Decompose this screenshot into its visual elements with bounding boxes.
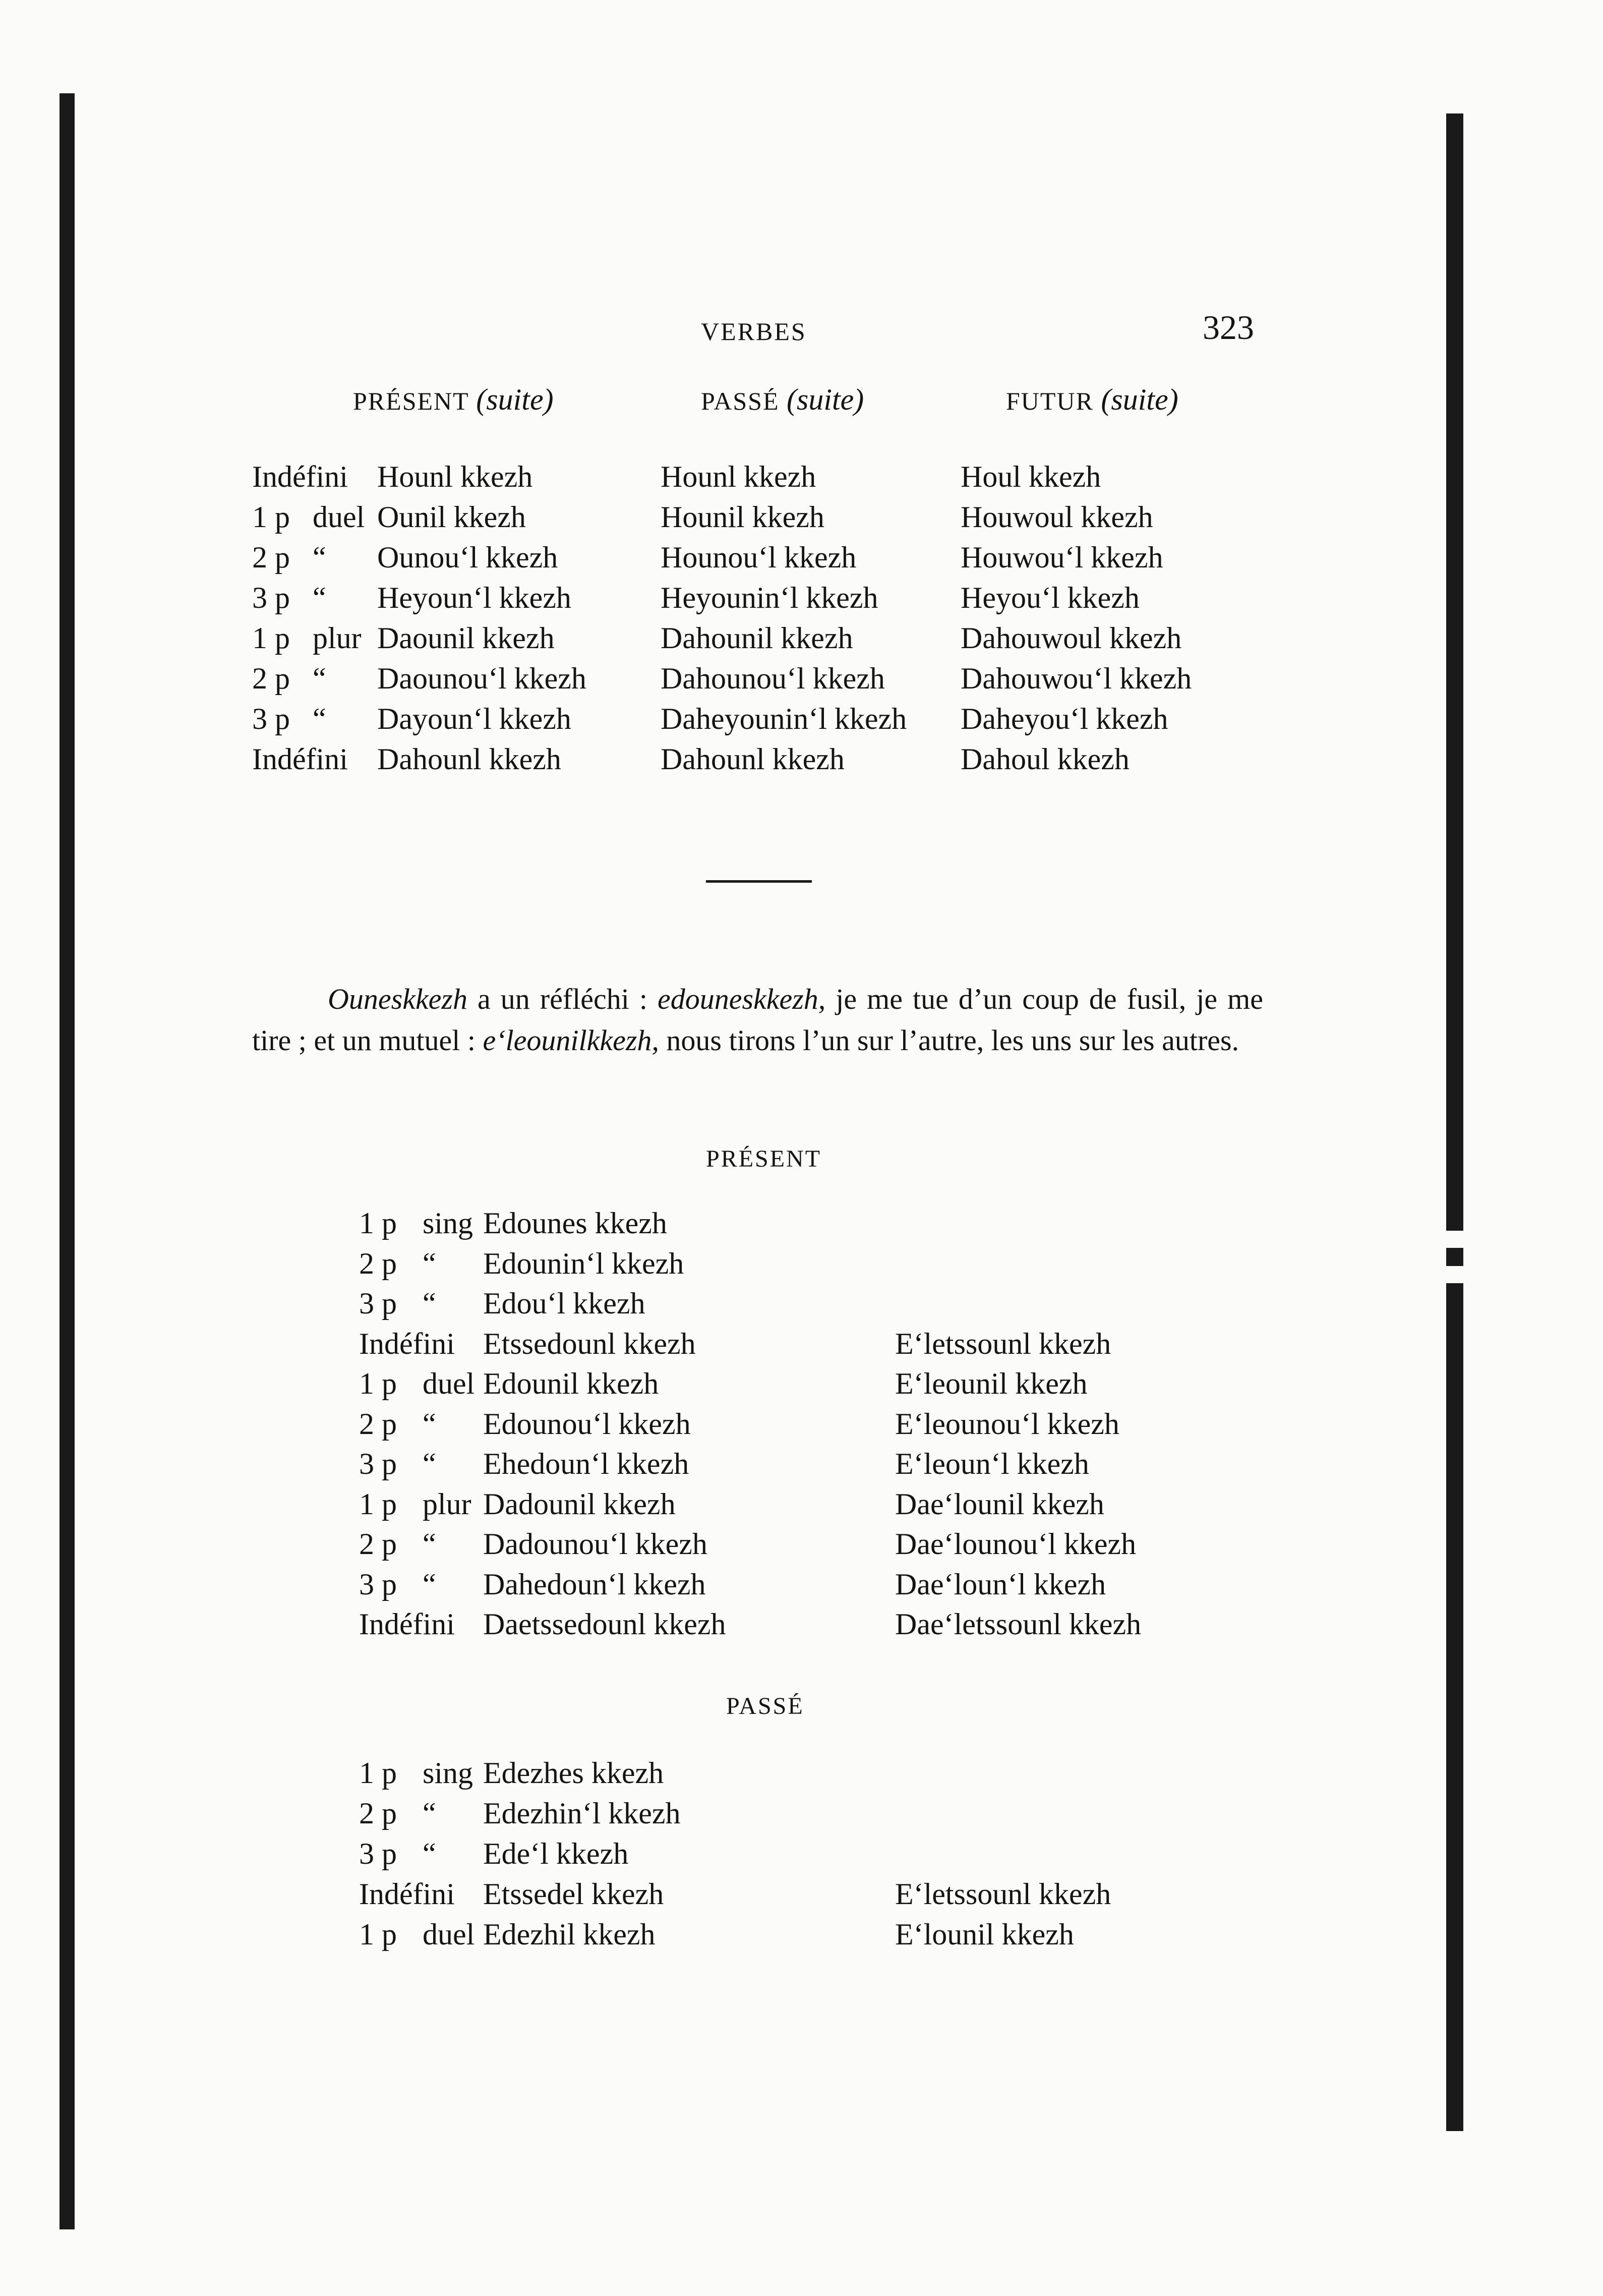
- cell-person: 2 p: [359, 1527, 397, 1561]
- cell-person: 1 p: [359, 1367, 397, 1400]
- cell-present: Daounil kkezh: [377, 621, 555, 655]
- cell-reflexive: Ehedoun‘l kkezh: [483, 1447, 689, 1480]
- cell-passe: Heyounin‘l kkezh: [661, 581, 878, 614]
- heading-futur: FUTUR (suite): [1006, 383, 1178, 416]
- cell-mutual: E‘letssounl kkezh: [895, 1327, 1111, 1360]
- page-number: 323: [1203, 308, 1254, 347]
- cell-mutual: E‘letssounl kkezh: [895, 1877, 1111, 1911]
- cell-present: Daounou‘l kkezh: [377, 662, 586, 695]
- cell-mutual: Dae‘letssounl kkezh: [895, 1608, 1142, 1641]
- cell-passe: Hounil kkezh: [661, 500, 824, 534]
- cell-reflexive: Edounou‘l kkezh: [483, 1407, 691, 1441]
- cell-number: “: [423, 1797, 436, 1830]
- cell-person: 3 p: [359, 1837, 397, 1870]
- cell-person: 3 p: [359, 1567, 397, 1601]
- cell-number: duel: [423, 1367, 475, 1400]
- cell-number: “: [423, 1567, 436, 1601]
- cell-person: 3 p: [252, 702, 290, 735]
- cell-number: duel: [313, 500, 365, 534]
- cell-reflexive: Ede‘l kkezh: [483, 1837, 629, 1870]
- cell-present: Dayoun‘l kkezh: [377, 702, 571, 735]
- cell-present: Ounou‘l kkezh: [377, 541, 558, 574]
- term-mutual: e‘leounilkkezh,: [483, 1024, 659, 1057]
- cell-number: “: [423, 1407, 436, 1441]
- cell-number: “: [313, 581, 326, 614]
- cell-present: Hounl kkezh: [377, 460, 533, 493]
- cell-reflexive: Dadounil kkezh: [483, 1487, 676, 1521]
- cell-person: 1 p: [252, 500, 290, 534]
- cell-passe: Hounl kkezh: [661, 460, 816, 493]
- cell-number: plur: [423, 1487, 471, 1521]
- cell-person: 2 p: [252, 662, 290, 695]
- cell-person: 1 p: [252, 621, 290, 655]
- cell-reflexive: Edezhil kkezh: [483, 1918, 656, 1951]
- cell-futur: Dahouwoul kkezh: [961, 621, 1182, 655]
- cell-person: 2 p: [252, 541, 290, 574]
- cell-person: 2 p: [359, 1246, 397, 1280]
- cell-mutual: E‘leoun‘l kkezh: [895, 1447, 1089, 1480]
- cell-person: 1 p: [359, 1207, 397, 1240]
- cell-number: “: [313, 541, 326, 574]
- cell-number: “: [313, 702, 326, 735]
- cell-mutual: Dae‘loun‘l kkezh: [895, 1567, 1106, 1601]
- cell-futur: Dahouwou‘l kkezh: [961, 662, 1192, 695]
- cell-reflexive: Edounes kkezh: [483, 1207, 667, 1240]
- cell-number: sing: [423, 1207, 473, 1240]
- cell-mutual: E‘leounil kkezh: [895, 1367, 1088, 1400]
- cell-futur: Houwoul kkezh: [961, 500, 1153, 534]
- cell-person: 1 p: [359, 1487, 397, 1521]
- subheading-passe: PASSÉ: [726, 1693, 804, 1719]
- cell-present: Dahounl kkezh: [377, 742, 561, 776]
- cell-futur: Heyou‘l kkezh: [961, 581, 1140, 614]
- term-ouneskkezh: Ouneskkezh: [328, 983, 468, 1015]
- cell-present: Ounil kkezh: [377, 500, 526, 534]
- cell-futur: Dahoul kkezh: [961, 742, 1130, 776]
- cell-reflexive: Dahedoun‘l kkezh: [483, 1567, 706, 1601]
- cell-person: Indéfini: [359, 1327, 455, 1360]
- cell-number: plur: [313, 621, 362, 655]
- page-header: [0, 308, 1603, 353]
- cell-person: Indéfini: [252, 460, 348, 493]
- cell-futur: Houl kkezh: [961, 460, 1101, 493]
- cell-reflexive: Etssedounl kkezh: [483, 1327, 696, 1360]
- cell-number: “: [423, 1246, 436, 1280]
- cell-mutual: E‘leounou‘l kkezh: [895, 1407, 1119, 1441]
- cell-mutual: Dae‘lounou‘l kkezh: [895, 1527, 1137, 1561]
- cell-person: 2 p: [359, 1407, 397, 1441]
- cell-passe: Dahounil kkezh: [661, 621, 853, 655]
- cell-person: Indéfini: [252, 742, 348, 776]
- section-rule: [706, 880, 812, 883]
- cell-reflexive: Edounin‘l kkezh: [483, 1246, 684, 1280]
- heading-passe: PASSÉ (suite): [701, 383, 864, 416]
- scan-binding-edge-right: [1446, 113, 1463, 2131]
- term-reflexive: edouneskkezh,: [657, 983, 826, 1015]
- cell-number: sing: [423, 1756, 473, 1790]
- cell-person: Indéfini: [359, 1608, 455, 1641]
- cell-person: 1 p: [359, 1918, 397, 1951]
- cell-number: duel: [423, 1918, 475, 1951]
- cell-mutual: Dae‘lounil kkezh: [895, 1487, 1104, 1521]
- cell-present: Heyoun‘l kkezh: [377, 581, 571, 614]
- scan-binding-edge-left: [60, 93, 75, 2229]
- cell-person: 2 p: [359, 1797, 397, 1830]
- cell-person: 3 p: [359, 1287, 397, 1320]
- cell-number: “: [313, 662, 326, 695]
- cell-person: 3 p: [252, 581, 290, 614]
- cell-person: 3 p: [359, 1447, 397, 1480]
- cell-futur: Houwou‘l kkezh: [961, 541, 1163, 574]
- cell-number: “: [423, 1837, 436, 1870]
- cell-reflexive: Etssedel kkezh: [483, 1877, 664, 1911]
- cell-reflexive: Dadounou‘l kkezh: [483, 1527, 707, 1561]
- cell-number: “: [423, 1447, 436, 1480]
- reflexive-paragraph: Ouneskkezh a un réfléchi : edouneskkezh, je me tue d’un coup de fusil, je me tire ; et un mutuel : e‘leounilkkezh, nous tirons l’un sur l’autre, les uns sur les autres.: [252, 983, 1263, 1057]
- cell-futur: Daheyou‘l kkezh: [961, 702, 1168, 735]
- subheading-present: PRÉSENT: [706, 1145, 822, 1172]
- cell-passe: Daheyounin‘l kkezh: [661, 702, 907, 735]
- cell-reflexive: Edezhin‘l kkezh: [483, 1797, 681, 1830]
- cell-reflexive: Edezhes kkezh: [483, 1756, 664, 1790]
- cell-reflexive: Daetssedounl kkezh: [483, 1608, 726, 1641]
- cell-person: Indéfini: [359, 1877, 455, 1911]
- cell-reflexive: Edounil kkezh: [483, 1367, 659, 1400]
- scan-edge-gap: [1446, 1266, 1463, 1283]
- cell-reflexive: Edou‘l kkezh: [483, 1287, 645, 1320]
- scan-edge-gap: [1446, 1231, 1463, 1248]
- running-title: VERBES: [701, 317, 807, 346]
- cell-number: “: [423, 1287, 436, 1320]
- cell-mutual: E‘lounil kkezh: [895, 1918, 1074, 1951]
- cell-person: 1 p: [359, 1756, 397, 1790]
- cell-passe: Hounou‘l kkezh: [661, 541, 857, 574]
- cell-passe: Dahounl kkezh: [661, 742, 845, 776]
- cell-number: “: [423, 1527, 436, 1561]
- cell-passe: Dahounou‘l kkezh: [661, 662, 885, 695]
- heading-present: PRÉSENT (suite): [353, 383, 554, 416]
